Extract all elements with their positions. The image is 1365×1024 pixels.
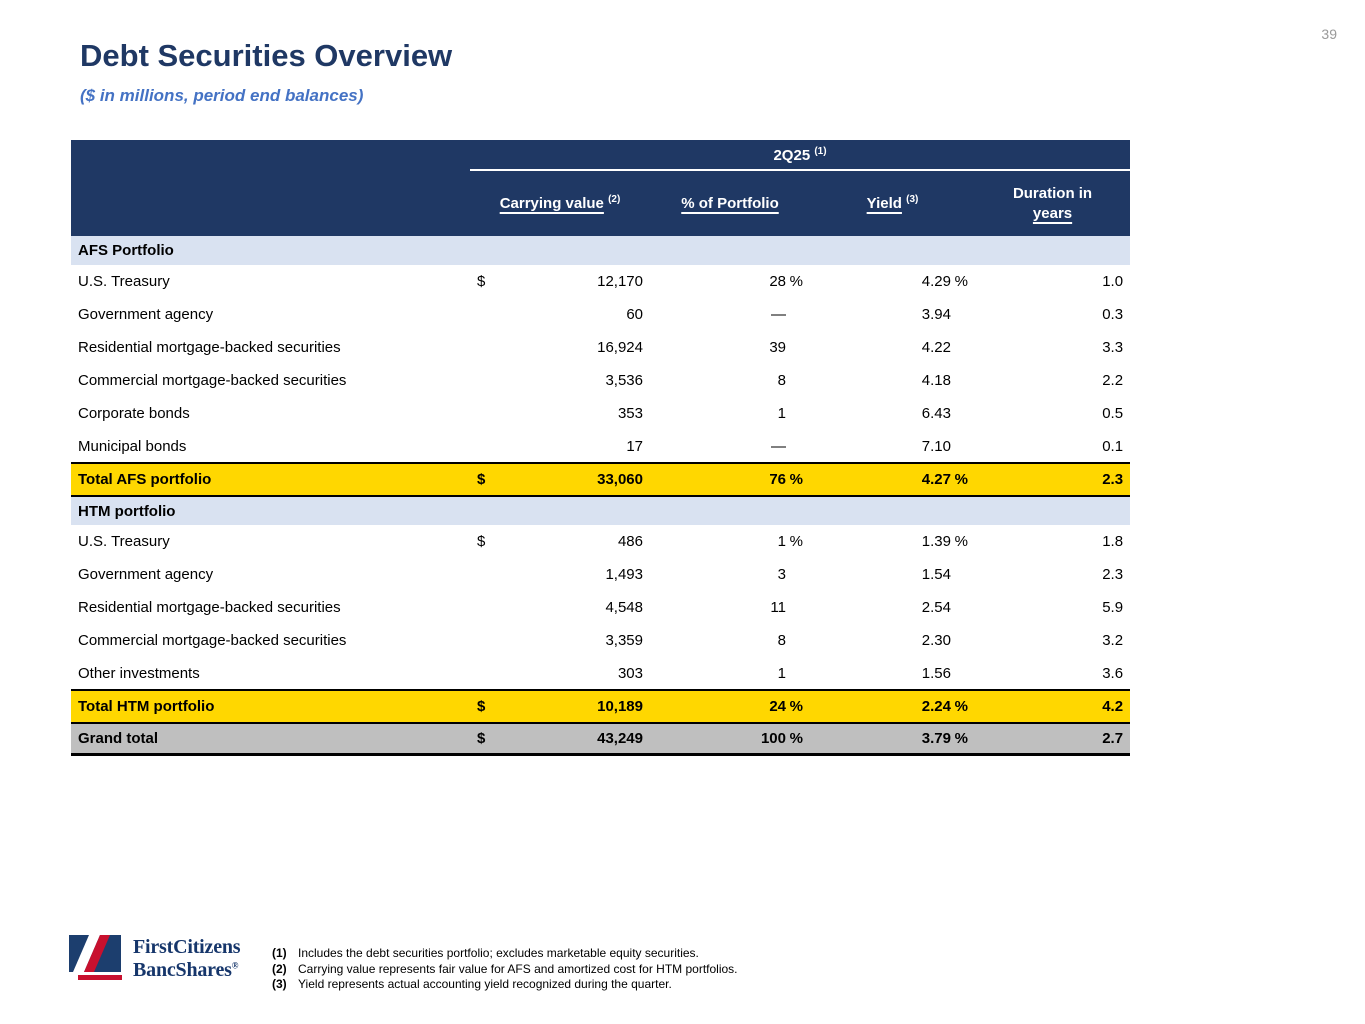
duration-cell: 0.1 (1102, 437, 1124, 455)
pct-unit: % (789, 698, 803, 715)
total-afs-row (71, 463, 1130, 496)
table-row (71, 265, 1130, 298)
yield-cell (810, 558, 975, 591)
table-row (71, 525, 1130, 558)
pct-unit: % (789, 533, 803, 550)
pct-cell (650, 624, 810, 657)
yield-cell (810, 397, 975, 430)
carrying-value-cell: 3,359 (605, 632, 643, 649)
pct-value: 3 (777, 566, 786, 583)
pct-cell (650, 558, 810, 591)
carrying-value-cell: 486 (617, 533, 643, 550)
page-title: Debt Securities Overview (80, 38, 453, 73)
yield-unit: % (954, 533, 968, 550)
logo-line-2 (133, 959, 240, 981)
yield-value: 2.54 (921, 599, 951, 616)
carrying-value-cell: 60 (626, 306, 643, 323)
dollar-sign: $ (470, 723, 500, 754)
yield-cell (810, 525, 975, 558)
col-label-2: years (1032, 204, 1073, 222)
pct-cell (650, 364, 810, 397)
footnote-text: Includes the debt securities portfolio; excludes marketable equity securities. (298, 946, 699, 960)
pct-value: 11 (770, 599, 786, 616)
yield-cell (810, 463, 975, 496)
logo-line-2-text: BancShares (133, 958, 232, 981)
period-label: 2Q25 (773, 146, 811, 164)
yield-cell (810, 364, 975, 397)
footnote-3 (272, 977, 738, 993)
pct-value: 8 (777, 372, 786, 389)
col-label: Yield (866, 195, 902, 213)
yield-cell (810, 723, 975, 754)
table-row (71, 298, 1130, 331)
duration-cell: 2.3 (975, 463, 1130, 496)
table-row (71, 397, 1130, 430)
row-label: Government agency (78, 566, 214, 583)
row-label: Commercial mortgage-backed securities (78, 632, 347, 649)
row-label: Total HTM portfolio (71, 690, 470, 723)
table-row (71, 558, 1130, 591)
row-label: Other investments (78, 664, 200, 682)
carrying-value-cell: 17 (626, 437, 643, 455)
table-row (71, 430, 1130, 463)
duration-cell: 1.0 (1102, 273, 1124, 290)
yield-cell (810, 298, 975, 331)
row-label: Grand total (71, 723, 470, 754)
pct-value: 1 (777, 664, 786, 682)
col-footnote-ref: (3) (906, 194, 919, 206)
registered-mark: ® (231, 959, 239, 970)
dollar-sign (470, 624, 500, 657)
duration-cell: 3.6 (1102, 664, 1124, 682)
yield-cell (810, 657, 975, 690)
footnote-1 (272, 946, 738, 962)
pct-cell (650, 525, 810, 558)
row-label: Municipal bonds (78, 437, 187, 455)
yield-unit: % (954, 698, 968, 715)
pct-value: 39 (769, 339, 786, 356)
row-label: Commercial mortgage-backed securities (78, 372, 347, 389)
yield-cell (810, 624, 975, 657)
dollar-sign: $ (477, 533, 486, 550)
yield-cell (810, 690, 975, 723)
yield-value: 3.94 (921, 306, 951, 323)
col-header-carrying-value (470, 170, 650, 236)
pct-cell (650, 690, 810, 723)
pct-cell (650, 657, 810, 690)
carrying-value-cell: 1,493 (605, 566, 643, 583)
duration-cell: 3.2 (1102, 632, 1124, 649)
carrying-value-cell: 33,060 (500, 463, 650, 496)
yield-value: 4.22 (921, 339, 951, 356)
row-label: U.S. Treasury (78, 273, 170, 290)
yield-value: 4.29 (921, 273, 951, 290)
duration-cell: 0.5 (1102, 405, 1124, 422)
yield-value: 6.43 (921, 405, 951, 422)
yield-unit: % (954, 471, 968, 488)
footnote-2 (272, 962, 738, 978)
pct-cell (650, 397, 810, 430)
row-label: U.S. Treasury (78, 533, 170, 550)
header-spacer (71, 140, 470, 170)
period-footnote-ref: (1) (814, 145, 827, 157)
grand-total-row (71, 723, 1130, 754)
duration-cell: 1.8 (1102, 533, 1124, 550)
footnote-text: Yield represents actual accounting yield recognized during the quarter. (298, 977, 672, 991)
debt-securities-table (71, 140, 1130, 756)
yield-cell (810, 591, 975, 624)
row-label: Government agency (78, 306, 214, 323)
table-row (71, 657, 1130, 690)
yield-unit: % (954, 273, 968, 290)
pct-cell (650, 463, 810, 496)
total-htm-row (71, 690, 1130, 723)
table-row (71, 591, 1130, 624)
pct-value: 1 (777, 533, 786, 550)
section-title: AFS Portfolio (71, 236, 1130, 265)
yield-value: 4.18 (921, 372, 951, 389)
pct-value: 28 (769, 273, 786, 290)
pct-value: — (771, 306, 786, 323)
col-header-pct-of-portfolio (650, 170, 810, 236)
period-header (470, 140, 1130, 170)
period-header-row (71, 140, 1130, 170)
yield-value: 1.39 (921, 533, 951, 550)
pct-cell (650, 723, 810, 754)
section-title: HTM portfolio (71, 496, 1130, 525)
yield-value: 3.79 (921, 729, 951, 747)
col-label: % of Portfolio (681, 194, 779, 212)
row-label: Total AFS portfolio (71, 463, 470, 496)
yield-value: 4.27 (921, 471, 951, 488)
pct-cell (650, 331, 810, 364)
dollar-sign (470, 397, 500, 430)
firstcitizens-flag-icon (68, 930, 124, 987)
dollar-sign (470, 558, 500, 591)
pct-unit: % (789, 729, 803, 747)
pct-value: 100 (760, 729, 786, 747)
pct-unit: % (789, 273, 803, 290)
pct-unit: % (789, 471, 803, 488)
col-label: Duration in (1012, 185, 1093, 202)
pct-cell (650, 265, 810, 298)
yield-value: 7.10 (921, 437, 951, 455)
logo-wordmark (133, 936, 240, 981)
pct-value: — (771, 437, 786, 455)
footnote-marker: (2) (272, 961, 287, 976)
column-header-row (71, 170, 1130, 236)
page-number: 39 (1321, 26, 1337, 42)
duration-cell: 3.3 (1102, 339, 1124, 356)
yield-value: 1.54 (921, 566, 951, 583)
carrying-value-cell: 353 (617, 405, 643, 422)
dollar-sign (470, 331, 500, 364)
dollar-sign: $ (470, 463, 500, 496)
carrying-value-cell: 303 (617, 664, 643, 682)
yield-cell (810, 430, 975, 463)
yield-cell (810, 331, 975, 364)
carrying-value-cell: 3,536 (605, 372, 643, 389)
firstcitizens-logo (68, 930, 240, 987)
yield-value: 2.30 (921, 632, 951, 649)
table-row (71, 331, 1130, 364)
yield-cell (810, 265, 975, 298)
dollar-sign (470, 364, 500, 397)
col-label: Carrying value (499, 195, 604, 213)
col-header-duration (975, 170, 1130, 236)
dollar-sign (470, 657, 500, 690)
footnotes (272, 946, 738, 993)
dollar-sign (470, 591, 500, 624)
yield-value: 2.24 (921, 698, 951, 715)
pct-value: 76 (769, 471, 786, 488)
col-header-yield (810, 170, 975, 236)
pct-cell (650, 298, 810, 331)
carrying-value-cell: 4,548 (605, 599, 643, 616)
page-subtitle: ($ in millions, period end balances) (80, 86, 364, 105)
duration-cell: 2.2 (1102, 372, 1124, 389)
carrying-value-cell: 10,189 (500, 690, 650, 723)
dollar-sign: $ (470, 690, 500, 723)
footnote-marker: (1) (272, 946, 287, 960)
duration-cell: 5.9 (1102, 599, 1124, 616)
pct-cell (650, 430, 810, 463)
pct-value: 24 (769, 698, 786, 715)
section-header-row-htm (71, 496, 1130, 525)
row-label: Residential mortgage-backed securities (78, 339, 341, 356)
pct-value: 8 (777, 632, 786, 649)
carrying-value-cell: 16,924 (597, 339, 643, 356)
footnote-text: Carrying value represents fair value for AFS and amortized cost for HTM portfolios. (298, 961, 738, 976)
table-row (71, 624, 1130, 657)
dollar-sign (470, 430, 500, 463)
pct-cell (650, 591, 810, 624)
footnote-marker: (3) (272, 977, 287, 991)
header-spacer-2 (71, 170, 470, 236)
dollar-sign: $ (477, 273, 486, 290)
logo-line-1: FirstCitizens (133, 936, 241, 959)
col-footnote-ref: (2) (608, 194, 621, 206)
duration-cell: 4.2 (975, 690, 1130, 723)
duration-cell: 0.3 (1102, 306, 1124, 323)
pct-value: 1 (777, 405, 786, 422)
carrying-value-cell: 12,170 (597, 273, 643, 290)
duration-cell: 2.7 (975, 723, 1130, 754)
row-label: Residential mortgage-backed securities (78, 599, 341, 616)
dollar-sign (470, 298, 500, 331)
section-header-row-afs (71, 236, 1130, 265)
row-label: Corporate bonds (78, 405, 190, 422)
carrying-value-cell: 43,249 (500, 723, 650, 754)
yield-unit: % (954, 729, 968, 747)
yield-value: 1.56 (921, 664, 951, 682)
table-row (71, 364, 1130, 397)
duration-cell: 2.3 (1102, 566, 1124, 583)
